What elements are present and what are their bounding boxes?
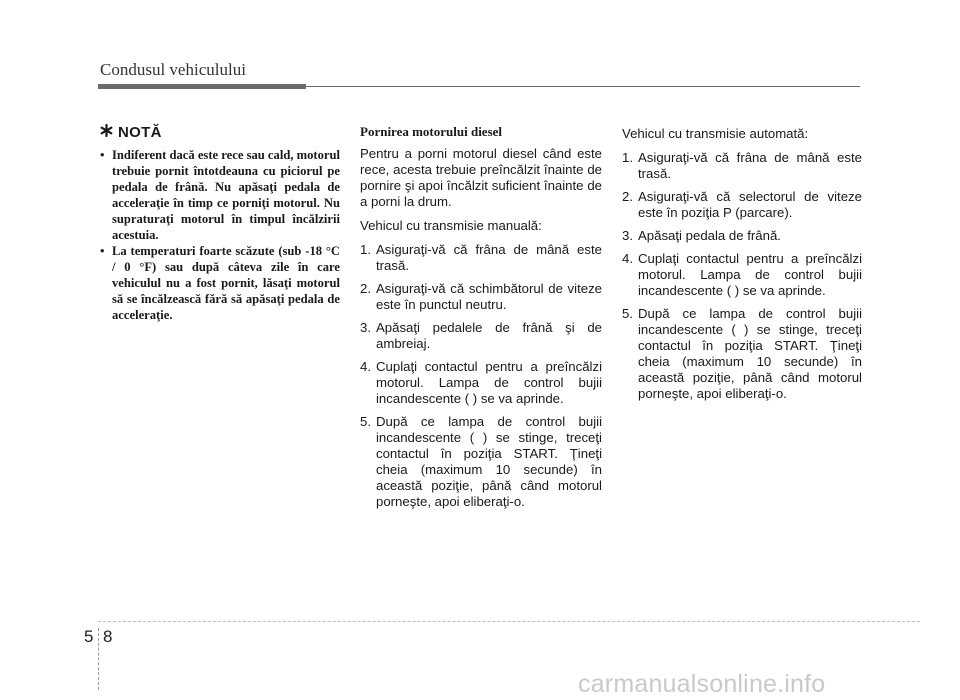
manual-steps [360, 242, 602, 510]
step-text: Apăsaţi pedala de frână. [638, 228, 781, 243]
step-number: 5. [622, 306, 633, 321]
step-text: Apăsaţi pedalele de frână şi de ambreiaj. [376, 320, 602, 351]
list-item [622, 228, 862, 244]
automatic-steps [622, 150, 862, 402]
list-item [622, 150, 862, 182]
step-text: Asiguraţi-vă că frâna de mână este trasă. [638, 150, 862, 181]
asterisk-icon [100, 124, 114, 141]
list-item [360, 414, 602, 510]
note-item-text: La temperaturi foarte scăzute (sub -18 °C / 0 °F) sau după câteva zile în care vehiculul nu a fost pornit, lăsaţi motorul să se încălzească fără să apăsaţi pedala de acceleraţie. [112, 244, 340, 322]
automatic-column [622, 120, 862, 409]
section-title: Pornirea motorului diesel [360, 124, 503, 139]
note-heading [100, 124, 340, 141]
step-number: 4. [360, 359, 371, 374]
step-number: 4. [622, 251, 633, 266]
step-number: 1. [622, 150, 633, 165]
step-text: Asiguraţi-vă că schimbătorul de viteze este în punctul neutru. [376, 281, 602, 312]
note-list [100, 147, 340, 323]
header-rule-thick [98, 84, 306, 89]
footer-divider [98, 628, 99, 690]
bullet-icon: • [100, 244, 105, 258]
note-item-text: Indiferent dacă este rece sau cald, motorul trebuie pornit întotdeauna cu piciorul pe pedala de frână. Nu apăsaţi pedala de acceleraţie în timp ce porniţi motorul. Nu supraturaţi motorul în timpul încălzirii acestuia. [112, 148, 340, 242]
list-item [360, 242, 602, 274]
list-item [622, 306, 862, 402]
diesel-column [360, 120, 602, 517]
footer-rule [98, 621, 920, 622]
watermark: carmanualsonline.info [578, 670, 826, 698]
note-title: NOTĂ [118, 124, 162, 141]
step-text: După ce lampa de control bujii incandescente ( ) se stinge, treceţi contactul în poziţia START. Ţineţi cheia (maximum 10 secunde) în această poziţie, până când motorul porneşte, apoi eliberaţi-o. [376, 414, 602, 509]
list-item [360, 281, 602, 313]
list-item [622, 251, 862, 299]
step-text: Cuplaţi contactul pentru a preîncălzi motorul. Lampa de control bujii incandescente ( ) se va aprinde. [638, 251, 862, 298]
step-number: 2. [360, 281, 371, 296]
header-rule-thin [306, 86, 860, 87]
step-number: 2. [622, 189, 633, 204]
bullet-icon: • [100, 148, 105, 162]
chapter-number: 5 [84, 627, 94, 646]
manual-heading: Vehicul cu transmisie manuală: [360, 218, 542, 233]
step-number: 3. [360, 320, 371, 335]
step-text: Asiguraţi-vă că selectorul de viteze este în poziţia P (parcare). [638, 189, 862, 220]
page-number: 8 [103, 627, 113, 646]
step-text: Cuplaţi contactul pentru a preîncălzi motorul. Lampa de control bujii incandescente ( ) se va aprinde. [376, 359, 602, 406]
step-text: Asiguraţi-vă că frâna de mână este trasă. [376, 242, 602, 273]
header-title: Condusul vehiculului [100, 60, 246, 79]
step-text: După ce lampa de control bujii incandescente ( ) se stinge, treceţi contactul în poziţia START. Ţineţi cheia (maximum 10 secunde) în această poziţie, până când motorul porneşte, apoi eliberaţi-o. [638, 306, 862, 401]
step-number: 1. [360, 242, 371, 257]
step-number: 3. [622, 228, 633, 243]
automatic-heading: Vehicul cu transmisie automată: [622, 126, 809, 141]
list-item [360, 320, 602, 352]
step-number: 5. [360, 414, 371, 429]
intro-paragraph: Pentru a porni motorul diesel când este rece, acesta trebuie preîncălzit înainte de pornire şi apoi încălzit suficient înainte de a porni la drum. [360, 146, 602, 209]
list-item [100, 147, 340, 243]
list-item [622, 189, 862, 221]
note-column [100, 120, 340, 323]
list-item [360, 359, 602, 407]
list-item [100, 243, 340, 323]
